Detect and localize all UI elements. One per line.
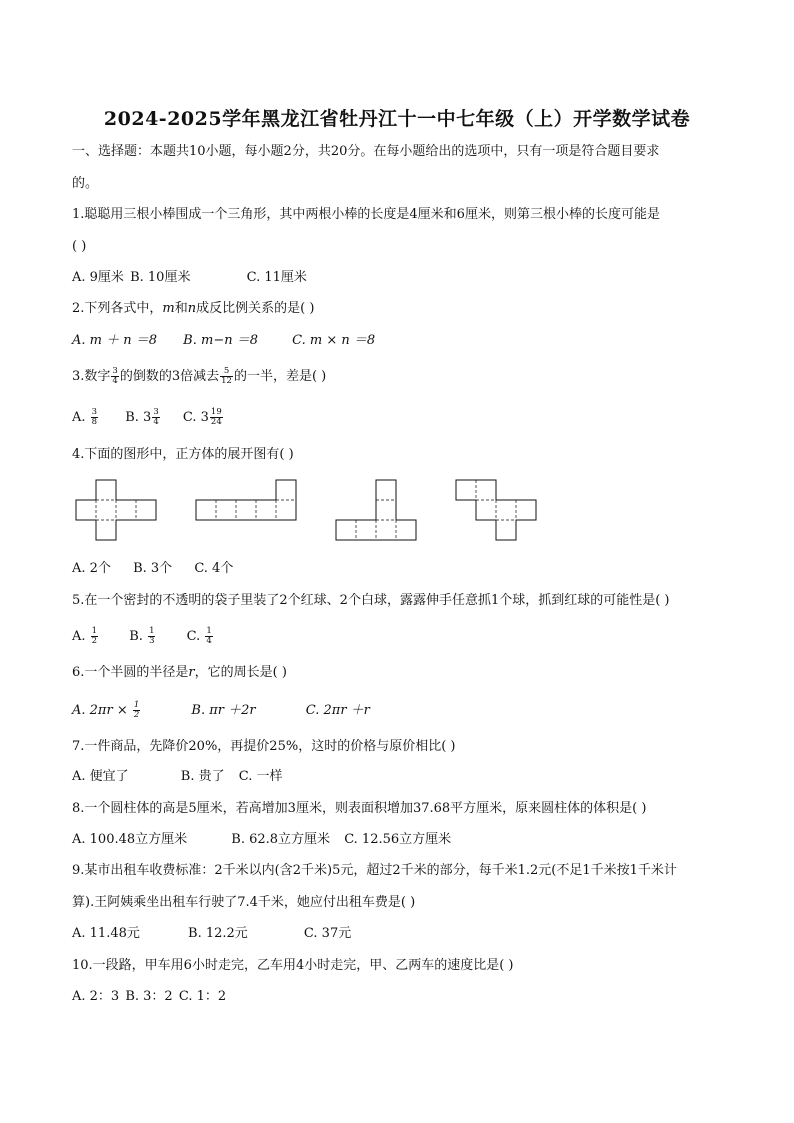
q10-option-a[interactable]: A. 2：3 xyxy=(72,989,120,1004)
q1-options xyxy=(72,269,307,287)
q6-option-b[interactable]: B. πr ＋2r xyxy=(191,703,256,718)
q1-stem-line1: 1.聪聪用三根小棒围成一个三角形，其中两根小棒的长度是4厘米和6厘米，则第三根小棒的长度可能是 xyxy=(72,207,660,222)
q2-stem-post: 成反比例关系的是( ) xyxy=(196,301,315,316)
q5-option-a[interactable]: A. $\frac{1}{2}$ xyxy=(72,626,98,646)
q9-stem-line2: 算).王阿姨乘坐出租车行驶了7.4千米，她应付出租车费是( ) xyxy=(72,895,416,910)
q6-options xyxy=(72,701,370,720)
q2-var-m: m xyxy=(162,301,175,316)
q5-options xyxy=(72,627,214,646)
q8-stem: 8.一个圆柱体的高是5厘米，若高增加3厘米，则表面积增加37.68平方厘米，原来圆柱体的体积是( ) xyxy=(72,801,647,816)
q1-option-b[interactable]: B. 10厘米 xyxy=(130,270,191,285)
cube-net-1 xyxy=(76,480,156,540)
q2-options xyxy=(72,332,375,350)
q2-stem-pre: 2.下列各式中， xyxy=(72,301,163,316)
q6-stem-pre: 6.一个半圆的半径是 xyxy=(72,665,189,680)
cube-net-3 xyxy=(336,480,416,540)
q7-option-a[interactable]: A. 便宜了 xyxy=(72,769,129,784)
q8-option-b[interactable]: B. 62.8立方厘米 xyxy=(231,832,331,847)
q4-option-a[interactable]: A. 2个 xyxy=(72,561,111,576)
q3-stem-post: 的一半，差是( ) xyxy=(233,369,327,384)
section-heading-line2: 的。 xyxy=(72,176,99,191)
q3-option-b[interactable]: B. 3 $\frac{3}{4}$ xyxy=(125,407,159,427)
q7-stem: 7.一件商品，先降价20%，再提价25%，这时的价格与原价相比( ) xyxy=(72,739,456,754)
q6-stem xyxy=(72,664,287,682)
q4-option-c[interactable]: C. 4个 xyxy=(194,561,234,576)
q3-stem-pre: 3.数字 xyxy=(72,369,111,384)
q1-option-c[interactable]: C. 11厘米 xyxy=(246,270,307,285)
q8-option-c[interactable]: C. 12.56立方厘米 xyxy=(344,832,452,847)
q2-option-b[interactable]: B. m−n ＝8 xyxy=(183,333,258,348)
q3-fraction-1: $\frac{3}{4}$ xyxy=(112,366,118,386)
q4-options xyxy=(72,560,233,578)
q2-option-c[interactable]: C. m × n ＝8 xyxy=(292,333,376,348)
q3-options xyxy=(72,408,224,427)
q10-options xyxy=(72,988,226,1006)
q10-stem: 10.一段路，甲车用6小时走完，乙车用4小时走完，甲、乙两车的速度比是( ) xyxy=(72,958,514,973)
q6-option-a[interactable]: A. 2πr × $\frac{1}{2}$ xyxy=(72,700,140,720)
q1-option-a[interactable]: A. 9厘米 xyxy=(72,270,124,285)
q3-fraction-2: $\frac{5}{12}$ xyxy=(221,366,232,386)
q2-stem-mid: 和 xyxy=(174,301,188,316)
section-heading-line1: 一、选择题：本题共10小题，每小题2分，共20分。在每小题给出的选项中，只有一项是符合题目要求 xyxy=(72,144,660,159)
q3-stem xyxy=(72,367,326,386)
q9-option-b[interactable]: B. 12.2元 xyxy=(188,926,248,941)
q3-stem-mid: 的倒数的3倍减去 xyxy=(119,369,220,384)
q2-var-n: n xyxy=(187,301,197,316)
q7-option-c[interactable]: C. 一样 xyxy=(238,769,283,784)
q4-option-b[interactable]: B. 3个 xyxy=(133,561,173,576)
q3-option-c[interactable]: C. 3 $\frac{19}{24}$ xyxy=(182,407,222,427)
cube-net-4 xyxy=(456,480,536,540)
cube-nets-figure xyxy=(72,478,552,544)
q2-option-a[interactable]: A. m ＋ n ＝8 xyxy=(72,333,158,348)
q9-stem-line1: 9.某市出租车收费标准：2千米以内(含2千米)5元，超过2千米的部分，每千米1.2元(不足1千米按1千米计 xyxy=(72,863,677,878)
q5-option-b[interactable]: B. $\frac{1}{3}$ xyxy=(129,626,155,646)
q1-stem-line2: ( ) xyxy=(72,239,87,254)
q8-option-a[interactable]: A. 100.48立方厘米 xyxy=(72,832,188,847)
q6-stem-post: ，它的周长是( ) xyxy=(194,665,287,680)
q7-options xyxy=(72,768,283,786)
q6-option-c[interactable]: C. 2πr ＋r xyxy=(305,703,370,718)
q5-option-c[interactable]: C. $\frac{1}{4}$ xyxy=(186,626,212,646)
page-title: 2024-2025学年黑龙江省牡丹江十一中七年级（上）开学数学试卷 xyxy=(103,108,691,130)
q9-option-c[interactable]: C. 37元 xyxy=(303,926,352,941)
q3-option-a[interactable]: A. $\frac{3}{8}$ xyxy=(72,407,98,427)
q9-options xyxy=(72,925,351,943)
q2-stem xyxy=(72,300,314,318)
q5-stem: 5.在一个密封的不透明的袋子里装了2个红球、2个白球，露露伸手任意抓1个球，抓到红球的可能性是( ) xyxy=(72,593,670,608)
q4-stem: 4.下面的图形中，正方体的展开图有( ) xyxy=(72,447,294,462)
q9-option-a[interactable]: A. 11.48元 xyxy=(72,926,140,941)
q8-options xyxy=(72,831,451,849)
q10-option-c[interactable]: C. 1：2 xyxy=(178,989,227,1004)
q6-var-r: r xyxy=(188,665,195,680)
q7-option-b[interactable]: B. 贵了 xyxy=(180,769,225,784)
cube-net-2 xyxy=(196,480,296,520)
q10-option-b[interactable]: B. 3：2 xyxy=(125,989,173,1004)
